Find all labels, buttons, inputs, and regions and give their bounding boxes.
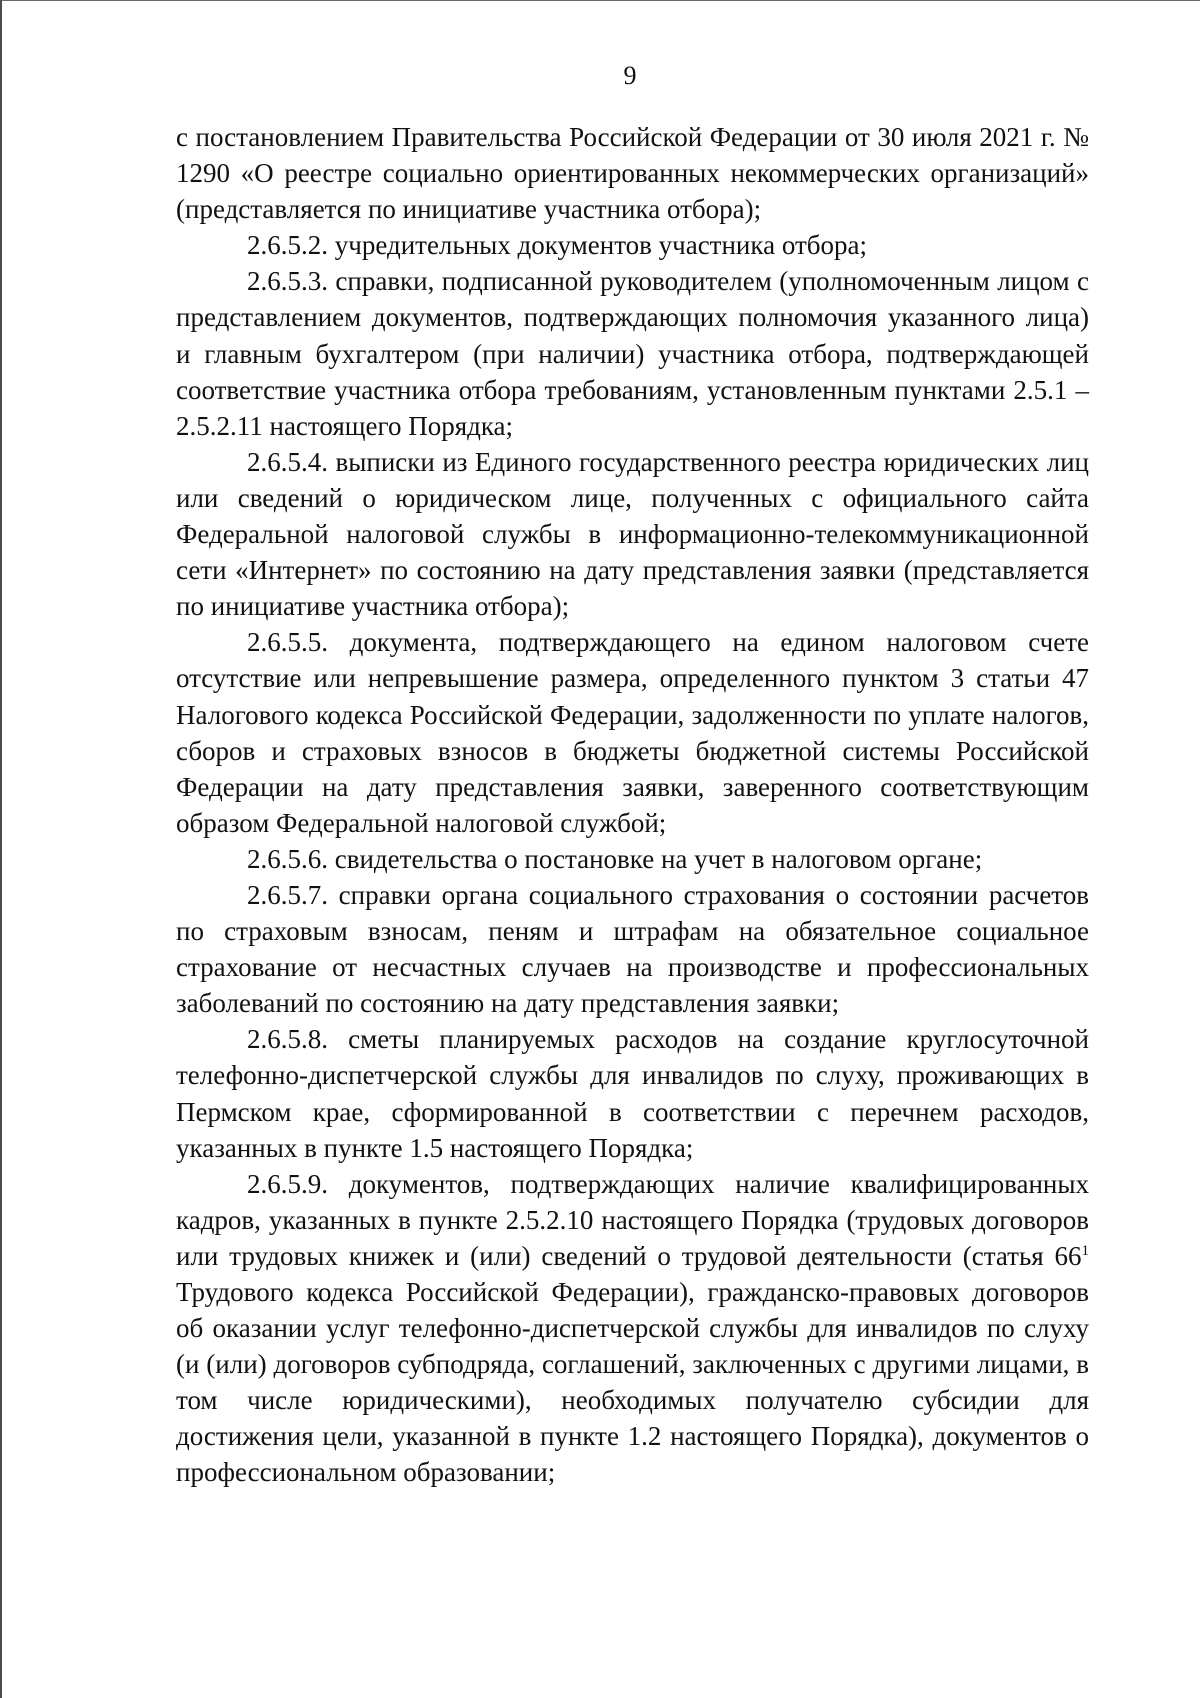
- paragraph-text-before-superscript: 2.6.5.9. документов, подтверждающих наличие квалифицированных кадров, указанных в пункте 2.5.2.10 настоящего Порядка (трудовых договоров или трудовых книжек и (или) сведений о трудовой деятельности (статья 66: [176, 1168, 1089, 1271]
- paragraph-2-6-5-9: [176, 1166, 1089, 1491]
- paragraph-2-6-5-6: 2.6.5.6. свидетельства о постановке на учет в налоговом органе;: [247, 843, 983, 874]
- paragraph-2-6-5-2: 2.6.5.2. учредительных документов участника отбора;: [247, 230, 867, 261]
- paragraph-2-6-5-7: 2.6.5.7. справки органа социального страхования о состоянии расчетов по страховым взносам, пеням и штрафам на обязательное социальное страхование от несчастных случаев на производстве и профессиональных заболеваний по состоянию на дату представления заявки;: [176, 879, 1089, 1019]
- paragraph-2-6-5-4: 2.6.5.4. выписки из Единого государственного реестра юридических лиц или сведений о юридическом лице, полученных с официального сайта Федеральной налоговой службы в информационно-телекоммуникационной сети «Интернет» по состоянию на дату представления заявки (представляется по инициативе участника отбора);: [176, 446, 1089, 622]
- paragraph-2-6-5-8: 2.6.5.8. сметы планируемых расходов на создание круглосуточной телефонно-диспетчерской службы для инвалидов по слуху, проживающих в Пермском крае, сформированной в соответствии с перечнем расходов, указанных в пункте 1.5 настоящего Порядка;: [176, 1024, 1089, 1163]
- paragraph-continuation: с постановлением Правительства Российской Федерации от 30 июля 2021 г. № 1290 «О реестре социально ориентированных некоммерческих организаций» (представляется по инициативе участника отбора);: [176, 122, 1089, 225]
- document-body: [176, 119, 1089, 1491]
- paragraph-text-after-superscript: Трудового кодекса Российской Федерации), гражданско-правовых договоров об оказании услуг телефонно-диспетчерской службы для инвалидов по слуху (и (или) договоров субподряда, соглашений, заключенных с другими лицами, в том числе юридическими), необходимых получателю субсидии для достижения цели, указанной в пункте 1.2 настоящего Порядка), документов о профессиональном образовании;: [176, 1277, 1089, 1488]
- paragraph-2-6-5-5: 2.6.5.5. документа, подтверждающего на едином налоговом счете отсутствие или непревышение размера, определенного пунктом 3 статьи 47 Налогового кодекса Российской Федерации, задолженности по уплате налогов, сборов и страховых взносов в бюджеты бюджетной системы Российской Федерации на дату представления заявки, заверенного соответствующим образом Федеральной налоговой службой;: [176, 627, 1089, 838]
- paragraph-2-6-5-3: 2.6.5.3. справки, подписанной руководителем (уполномоченным лицом с представлением документов, подтверждающих полномочия указанного лица) и главным бухгалтером (при наличии) участника отбора, подтверждающей соответствие участника отбора требованиям, установленным пунктами 2.5.1 – 2.5.2.11 настоящего Порядка;: [176, 266, 1089, 441]
- article-superscript: 1: [1081, 1242, 1089, 1259]
- page-number: 9: [623, 61, 637, 90]
